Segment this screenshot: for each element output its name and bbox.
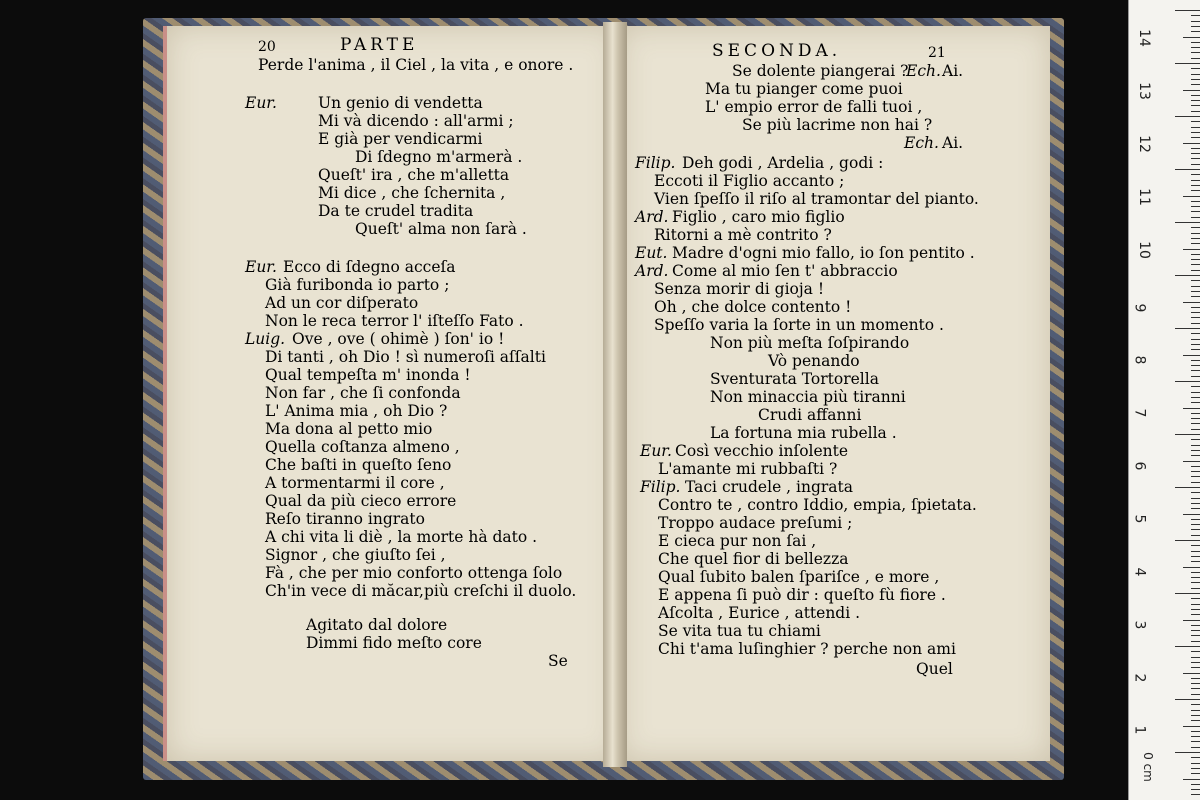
ruler-tick (1191, 635, 1200, 636)
ruler-number: 12 (1135, 135, 1152, 153)
ruler-tick (1191, 148, 1200, 149)
ruler-tick (1191, 217, 1200, 218)
ruler-tick (1191, 79, 1200, 80)
ruler-tick (1175, 699, 1200, 700)
verse-line: Figlio , caro mio figlio (672, 208, 845, 226)
ruler-tick (1191, 757, 1200, 758)
verse-line: Da te crudel tradita (318, 202, 474, 220)
verse-line: Reſo tiranno ingrato (265, 510, 425, 528)
ruler-tick (1191, 121, 1200, 122)
verse-line: Senza morir di gioja ! (654, 280, 825, 298)
ruler-tick (1191, 307, 1200, 308)
ruler-number: 10 (1135, 241, 1152, 259)
verse-line: A tormentarmi il core , (265, 474, 445, 492)
verse-line: Vien ſpeſſo il riſo al tramontar del pianto. (654, 190, 979, 208)
ruler-tick (1191, 339, 1200, 340)
ruler-tick (1191, 15, 1200, 16)
speaker-label: Ech. (906, 62, 941, 80)
ruler-tick (1183, 726, 1200, 727)
ruler-tick (1191, 471, 1200, 472)
speaker-label: Filip. (635, 154, 676, 172)
speaker-label: Luig. (245, 330, 286, 348)
verse-line: Chi t'ama luſinghier ? perche non ami (658, 640, 956, 658)
ruler-tick (1191, 720, 1200, 721)
ruler-tick (1191, 498, 1200, 499)
verse-line: Sventurata Tortorella (710, 370, 879, 388)
ruler-tick (1191, 789, 1200, 790)
verse-line: Ritorni a mè contrito ? (654, 226, 832, 244)
ruler-tick (1191, 296, 1200, 297)
ruler-tick (1191, 524, 1200, 525)
ruler-tick (1191, 127, 1200, 128)
ruler-tick (1191, 386, 1200, 387)
ruler-tick (1191, 455, 1200, 456)
ruler-number: 4 (1131, 567, 1148, 577)
speaker-label: Eur. (245, 94, 277, 112)
verse-line: Se vita tua tu chiami (658, 622, 821, 640)
ruler-tick (1191, 206, 1200, 207)
ruler-tick (1191, 773, 1200, 774)
ruler-tick (1175, 381, 1200, 382)
ruler-tick (1191, 768, 1200, 769)
verse-line: Di tanti , oh Dio ! sì numeroſi aſſalti (265, 348, 546, 366)
ruler-tick (1191, 164, 1200, 165)
ruler-tick (1191, 344, 1200, 345)
ruler-tick (1175, 540, 1200, 541)
ruler-tick (1191, 741, 1200, 742)
ruler-tick (1191, 227, 1200, 228)
ruler-tick (1191, 201, 1200, 202)
ruler-tick (1191, 503, 1200, 504)
ruler-tick (1183, 567, 1200, 568)
ruler-tick (1175, 169, 1200, 170)
ruler-tick (1191, 58, 1200, 59)
ruler-tick (1191, 68, 1200, 69)
verse-line: Mi dice , che ſchernita , (318, 184, 506, 202)
ruler-tick (1191, 333, 1200, 334)
verse-line: La fortuna mia rubella . (710, 424, 897, 442)
verse-line: E cieca pur non ſai , (658, 532, 817, 550)
verse-line: Perde l'anima , il Ciel , la vita , e onore . (258, 56, 574, 74)
ruler-tick (1183, 620, 1200, 621)
verse-line: Ad un cor diſperato (265, 294, 419, 312)
ruler-tick (1191, 312, 1200, 313)
ruler-number: 2 (1131, 673, 1148, 683)
verse-line: Vò penando (768, 352, 860, 370)
ruler-tick (1191, 731, 1200, 732)
ruler-tick (1191, 47, 1200, 48)
verse-line: Oh , che dolce contento ! (654, 298, 852, 316)
ruler-tick (1191, 747, 1200, 748)
verse-line: L' empio error de falli tuoi , (705, 98, 923, 116)
ruler-tick (1183, 355, 1200, 356)
ruler-tick (1191, 84, 1200, 85)
ruler-tick (1191, 482, 1200, 483)
ruler-tick (1191, 625, 1200, 626)
ruler-tick (1183, 779, 1200, 780)
ruler-tick (1191, 317, 1200, 318)
ruler-tick (1175, 434, 1200, 435)
ruler-tick (1191, 211, 1200, 212)
ruler-tick (1191, 111, 1200, 112)
verse-line: Qual ſubito balen ſpariſce , e more , (658, 568, 940, 586)
verse-line: A chi vita li diè , la morte hà dato . (265, 528, 538, 546)
ruler-tick (1191, 556, 1200, 557)
ruler-tick (1191, 694, 1200, 695)
verse-line: L'amante mi rubbaſti ? (658, 460, 838, 478)
ruler-tick (1191, 423, 1200, 424)
ruler-tick (1191, 21, 1200, 22)
ruler-tick (1191, 418, 1200, 419)
ruler-tick (1191, 397, 1200, 398)
ruler-tick (1175, 63, 1200, 64)
verse-line: Signor , che giuſto ſei , (265, 546, 446, 564)
ruler-tick (1191, 784, 1200, 785)
ruler-tick (1191, 259, 1200, 260)
verse-line: Se dolente piangerai ? (732, 62, 909, 80)
ruler-tick (1191, 794, 1200, 795)
ruler-tick (1191, 588, 1200, 589)
ruler-tick (1191, 736, 1200, 737)
verse-line: Deh godi , Ardelia , godi : (682, 154, 884, 172)
ruler-tick (1183, 408, 1200, 409)
ruler-tick (1191, 95, 1200, 96)
verse-line: Non le reca terror l' iſteſſo Fato . (265, 312, 524, 330)
ruler-tick (1191, 413, 1200, 414)
verse-line: Mi và dicendo : all'armi ; (318, 112, 514, 130)
verse-line: Non più meſta ſoſpirando (710, 334, 910, 352)
verse-line: Che baſti in queſto ſeno (265, 456, 452, 474)
verse-line: Come al mio ſen t' abbraccio (672, 262, 898, 280)
ruler-tick (1191, 270, 1200, 271)
ruler-tick (1191, 158, 1200, 159)
ruler-tick (1191, 535, 1200, 536)
ruler-tick (1191, 402, 1200, 403)
ruler-tick (1175, 593, 1200, 594)
ruler-tick (1175, 328, 1200, 329)
ruler-tick (1183, 37, 1200, 38)
ruler-tick (1191, 52, 1200, 53)
ruler-tick (1183, 249, 1200, 250)
ruler-tick (1191, 572, 1200, 573)
verse-line: Queſt' ira , che m'alletta (318, 166, 510, 184)
ruler-number: 6 (1131, 461, 1148, 471)
ruler-tick (1183, 514, 1200, 515)
ruler-tick (1175, 10, 1200, 11)
ruler-tick (1191, 577, 1200, 578)
ruler-tick (1175, 116, 1200, 117)
ruler-tick (1191, 614, 1200, 615)
ruler-tick (1191, 476, 1200, 477)
speaker-label: Eur. (640, 442, 672, 460)
verse-line: Eccoti il Figlio accanto ; (654, 172, 845, 190)
ruler-tick (1191, 392, 1200, 393)
ruler-tick (1191, 657, 1200, 658)
ruler-tick (1175, 487, 1200, 488)
ruler-tick (1191, 238, 1200, 239)
ruler-number: 3 (1131, 620, 1148, 630)
verse-line: Non minaccia più tiranni (710, 388, 906, 406)
ruler-tick (1183, 302, 1200, 303)
speaker-label: Ech. (904, 134, 939, 152)
verse-line: Speſſo varia la ſorte in un momento . (654, 316, 944, 334)
ruler-tick (1175, 752, 1200, 753)
verse-line: L' Anima mia , oh Dio ? (265, 402, 448, 420)
catchword: Quel (916, 660, 953, 678)
ruler-tick (1191, 651, 1200, 652)
ruler-number: 14 (1135, 29, 1152, 47)
verse-line: Ma tu pianger come puoi (705, 80, 903, 98)
ruler-tick (1191, 174, 1200, 175)
ruler-number: 7 (1131, 408, 1148, 418)
ruler-number: 9 (1131, 303, 1148, 313)
ruler-tick (1191, 74, 1200, 75)
ruler-number: 1 (1131, 725, 1148, 735)
verse-line: Taci crudele , ingrata (685, 478, 854, 496)
ruler-tick (1183, 196, 1200, 197)
verse-line: Agitato dal dolore (306, 616, 448, 634)
ruler-tick (1191, 662, 1200, 663)
verse-line: Dimmi fido meſto core (306, 634, 482, 652)
right-page-number: 21 (928, 45, 946, 61)
verse-line: Di ſdegno m'armerà . (355, 148, 523, 166)
ruler-tick (1191, 137, 1200, 138)
ruler-tick (1191, 190, 1200, 191)
ruler-tick (1175, 275, 1200, 276)
ruler-tick (1191, 286, 1200, 287)
ruler-tick (1191, 291, 1200, 292)
ruler-tick (1191, 370, 1200, 371)
ruler-tick (1191, 492, 1200, 493)
ruler-tick (1191, 561, 1200, 562)
speaker-label: Filip. (640, 478, 681, 496)
verse-line: Qual tempeſta m' inonda ! (265, 366, 471, 384)
ruler-unit-label: 0 cm (1140, 752, 1155, 782)
ruler-tick (1191, 349, 1200, 350)
ruler-tick (1191, 519, 1200, 520)
verse-line: Non far , che ſi confonda (265, 384, 461, 402)
ruler-tick (1191, 365, 1200, 366)
ruler-tick (1191, 678, 1200, 679)
ruler-number: 11 (1135, 188, 1152, 206)
verse-line: Aſcolta , Eurice , attendi . (658, 604, 861, 622)
ruler-tick (1191, 683, 1200, 684)
speaker-label: Eur. (245, 258, 277, 276)
ruler-tick (1175, 222, 1200, 223)
ruler-tick (1191, 704, 1200, 705)
verse-line: Quella coſtanza almeno , (265, 438, 460, 456)
verse-line: Madre d'ogni mio fallo, io ſon pentito . (672, 244, 975, 262)
ruler-tick (1191, 508, 1200, 509)
ruler-tick (1191, 254, 1200, 255)
ruler-tick (1191, 710, 1200, 711)
speaker-label: Ard. (635, 262, 669, 280)
ruler-tick (1191, 100, 1200, 101)
ruler-tick (1191, 360, 1200, 361)
ruler-tick (1191, 376, 1200, 377)
ruler-tick (1191, 582, 1200, 583)
ruler-tick (1191, 445, 1200, 446)
ruler-tick (1191, 26, 1200, 27)
ruler-tick (1191, 132, 1200, 133)
ruler-tick (1191, 280, 1200, 281)
ruler-tick (1191, 641, 1200, 642)
verse-line: Ch'in vece di măcar,più creſchi il duolo. (265, 582, 577, 600)
verse-line: Se più lacrime non hai ? (742, 116, 933, 134)
ruler-tick (1191, 763, 1200, 764)
ruler-tick (1175, 646, 1200, 647)
verse-line: E appena ſi può dir : queſto fù fiore . (658, 586, 946, 604)
ruler-tick (1191, 598, 1200, 599)
ruler-tick (1191, 439, 1200, 440)
ruler-tick (1191, 630, 1200, 631)
ruler-tick (1191, 185, 1200, 186)
ruler-tick (1183, 673, 1200, 674)
verse-line: Contro te , contro Iddio, empia, ſpietata. (658, 496, 977, 514)
ruler-number: 13 (1135, 82, 1152, 100)
verse-line: Ma dona al petto mio (265, 420, 433, 438)
verse-line: Queſt' alma non ſarà . (355, 220, 527, 238)
measurement-ruler (1128, 0, 1200, 800)
ruler-tick (1191, 42, 1200, 43)
verse-line: Che quel fior di bellezza (658, 550, 849, 568)
speaker-label: Eut. (635, 244, 668, 262)
verse-line: Già furibonda io parto ; (265, 276, 450, 294)
ruler-tick (1191, 233, 1200, 234)
ruler-tick (1191, 466, 1200, 467)
verse-line: Fà , che per mio conforto ottenga ſolo (265, 564, 563, 582)
ruler-tick (1191, 323, 1200, 324)
ruler-tick (1191, 31, 1200, 32)
ruler-tick (1191, 604, 1200, 605)
ruler-tick (1183, 461, 1200, 462)
left-running-header: PARTE (340, 35, 419, 55)
ruler-tick (1191, 243, 1200, 244)
ruler-tick (1191, 264, 1200, 265)
ruler-tick (1191, 429, 1200, 430)
verse-line: Troppo audace preſumi ; (658, 514, 853, 532)
ruler-number: 8 (1131, 355, 1148, 365)
ruler-tick (1191, 450, 1200, 451)
ruler-tick (1183, 143, 1200, 144)
ruler-tick (1191, 529, 1200, 530)
ruler-tick (1191, 105, 1200, 106)
book-gutter (603, 22, 627, 767)
ruler-tick (1183, 90, 1200, 91)
ruler-tick (1191, 153, 1200, 154)
verse-line: Un genio di vendetta (318, 94, 483, 112)
left-page-number: 20 (258, 39, 276, 55)
speaker-label: Ard. (635, 208, 669, 226)
catchword: Se (548, 652, 568, 670)
verse-line: Qual da più cieco errore (265, 492, 457, 510)
ruler-tick (1191, 667, 1200, 668)
verse-line: Crudi affanni (758, 406, 862, 424)
verse-line: Ecco di ſdegno acceſa (283, 258, 456, 276)
ruler-number: 5 (1131, 514, 1148, 524)
ruler-tick (1191, 715, 1200, 716)
ruler-tick (1191, 688, 1200, 689)
verse-line: Ai. (942, 62, 964, 80)
verse-line: Ai. (942, 134, 964, 152)
ruler-tick (1191, 609, 1200, 610)
right-running-header: SECONDA. (712, 41, 842, 61)
ruler-tick (1191, 551, 1200, 552)
ruler-tick (1191, 545, 1200, 546)
ruler-tick (1191, 180, 1200, 181)
verse-line: Così vecchio inſolente (675, 442, 849, 460)
verse-line: E già per vendicarmi (318, 130, 483, 148)
verse-line: Ove , ove ( ohimè ) ſon' io ! (292, 330, 505, 348)
